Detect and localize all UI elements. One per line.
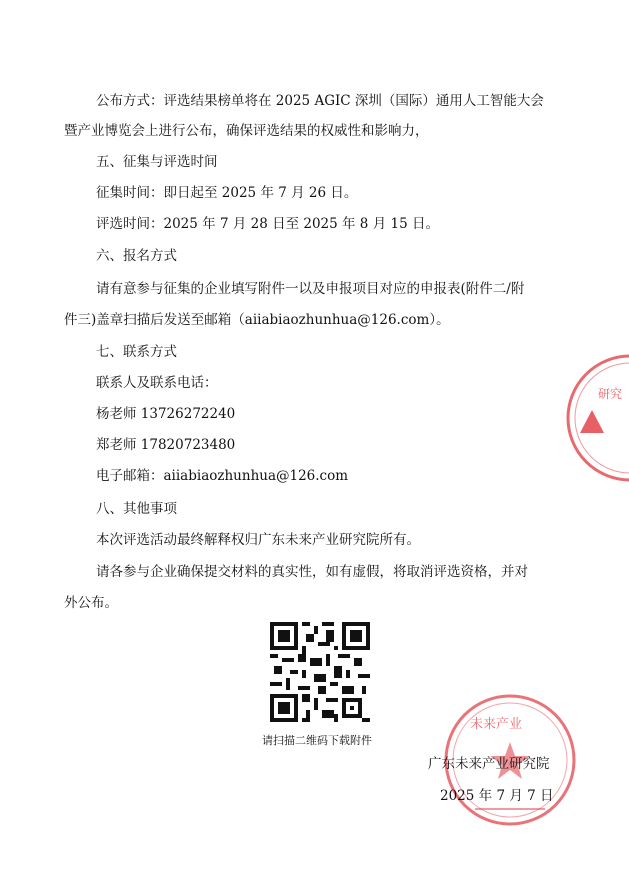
signup-line1: 请有意参与征集的企业填写附件一以及申报项目对应的申报表(附件二/附 xyxy=(96,281,525,297)
review-time: 评选时间：2025 年 7 月 28 日至 2025 年 8 月 15 日。 xyxy=(96,216,439,232)
publish-method-line2: 暨产业博览会上进行公布，确保评选结果的权威性和影响力， xyxy=(64,123,429,139)
contact-email: 电子邮箱：aiiabiaozhunhua@126.com xyxy=(96,468,349,484)
svg-text:未来产业: 未来产业 xyxy=(470,717,523,732)
qr-caption: 请扫描二维码下载附件 xyxy=(262,734,372,747)
section-heading-five: 五、征集与评选时间 xyxy=(96,154,218,170)
side-seal-icon xyxy=(560,338,629,498)
collection-time: 征集时间：即日起至 2025 年 7 月 26 日。 xyxy=(96,185,358,201)
section-heading-seven: 七、联系方式 xyxy=(96,344,177,360)
signup-line2: 件三)盖章扫描后发送至邮箱（aiiabiaozhunhua@126.com）。 xyxy=(64,312,450,328)
contact-zheng: 郑老师 17820723480 xyxy=(96,437,236,453)
other-matters-1: 本次评选活动最终解释权归广东未来产业研究院所有。 xyxy=(96,532,420,548)
contact-intro: 联系人及联系电话： xyxy=(96,375,218,391)
other-matters-2-line2: 外公布。 xyxy=(64,595,118,611)
signature-date: 2025 年 7 月 7 日 xyxy=(440,788,554,804)
qr-code-icon xyxy=(270,622,370,722)
section-heading-eight: 八、其他事项 xyxy=(96,501,177,517)
signature-org: 广东未来产业研究院 xyxy=(428,756,550,772)
svg-text:研究: 研究 xyxy=(598,387,623,401)
section-heading-six: 六、报名方式 xyxy=(96,248,177,264)
other-matters-2-line1: 请各参与企业确保提交材料的真实性，如有虚假，将取消评选资格，并对 xyxy=(96,564,528,580)
publish-method-line1: 公布方式：评选结果榜单将在 2025 AGIC 深圳（国际）通用人工智能大会 xyxy=(96,93,544,109)
contact-yang: 杨老师 13726272240 xyxy=(96,406,236,422)
